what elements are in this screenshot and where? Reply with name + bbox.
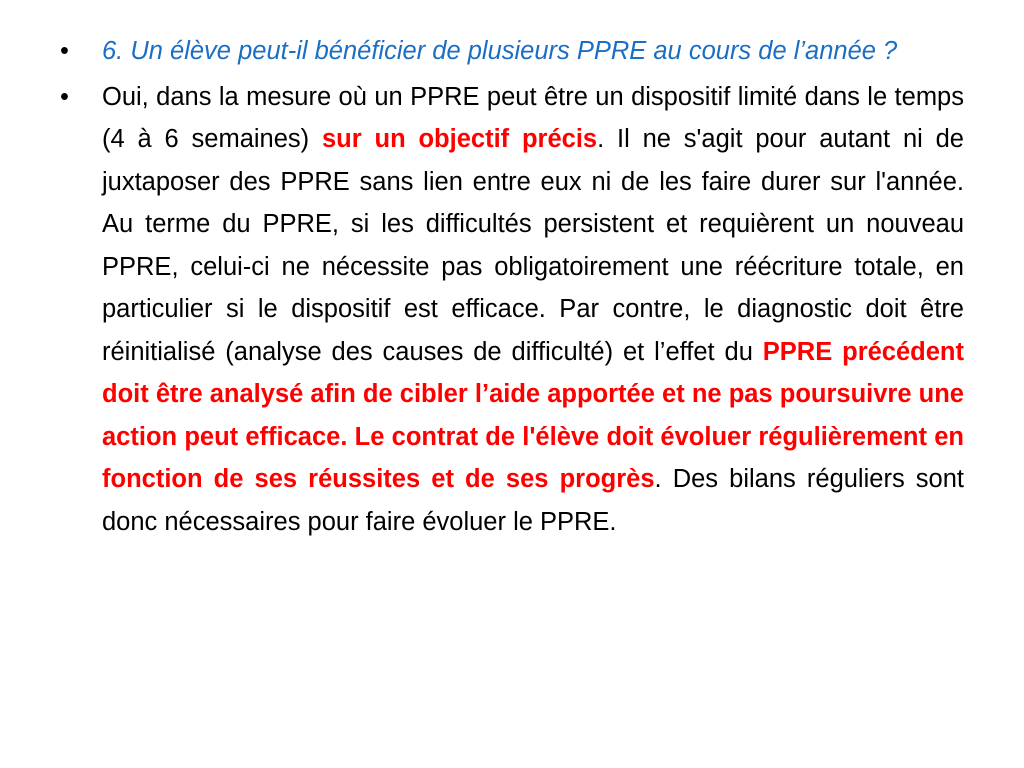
bullet-list	[58, 30, 964, 546]
bullet-icon: •	[60, 37, 69, 65]
answer-text-part2: . Il ne s'agit pour autant ni de juxtaposer des PPRE sans lien entre eux ni de les faire durer sur l'année. Au terme du PPRE, si les difficultés persistent et requièrent un nouveau PPRE, celui-ci ne nécessite pas obligatoirement une réécriture totale, en particulier si le dispositif est efficace. Par contre, le diagnostic doit être réinitialisé (analyse des causes de difficulté) et l’effet du	[102, 125, 964, 366]
answer-bullet	[58, 76, 964, 544]
answer-emphasis-1: sur un objectif précis	[321, 125, 598, 153]
bullet-icon: •	[60, 82, 69, 111]
answer-text-part1: Oui, dans la mesure où un PPRE peut être un dispositif limité dans le temps (4 à 6 semaines)	[102, 82, 964, 153]
question-text: 6. Un élève peut-il bénéficier de plusieurs PPRE au cours de l’année ?	[102, 37, 898, 65]
question-bullet	[58, 30, 964, 73]
answer-emphasis-2: PPRE précédent doit être analysé afin de cibler l’aide apportée et ne pas poursuivre une action peut efficace. Le contrat de l'élève doit évoluer régulièrement en fonction de ses réussites et de ses progrès	[102, 337, 964, 493]
answer-text-part3: . Des bilans réguliers sont donc nécessaires pour faire évoluer le PPRE.	[102, 465, 964, 536]
